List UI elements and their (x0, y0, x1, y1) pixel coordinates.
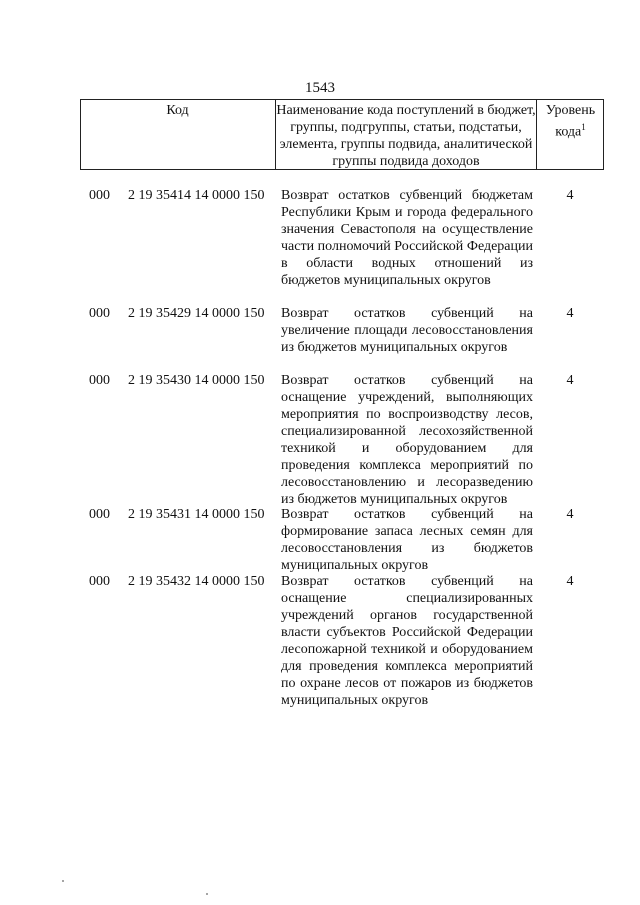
scan-speck (62, 880, 64, 882)
code-level: 4 (566, 574, 574, 589)
admin-code: 000 (89, 507, 110, 522)
scan-speck (206, 893, 208, 895)
admin-code: 000 (89, 574, 110, 589)
revenue-code: 2 19 35414 14 0000 150 (128, 188, 265, 203)
admin-code: 000 (89, 188, 110, 203)
code-level: 4 (566, 188, 574, 203)
revenue-name: Возврат остатков субвенций на оснащение учреждений, выполняющих мероприятия по воспроизводству лесов, специализированной лесохозяйственной техникой и оборудованием для проведения комплекса мероприятий по лесовосстановлению и лесоразведению из бюджетов муниципальных округов (281, 373, 533, 507)
revenue-name: Возврат остатков субвенций бюджетам Республики Крым и города федерального значения Севастополя на осуществление части полномочий Российской Федерации в области водных отношений из бюджетов муниципальных округов (281, 188, 533, 288)
footnote-marker: 1 (581, 122, 586, 132)
header-name: Наименование кода поступлений в бюджет, группы, подгруппы, статьи, подстатьи, элемента, группы подвида, аналитической группы подвида доходов (276, 103, 536, 169)
admin-code: 000 (89, 306, 110, 321)
code-level: 4 (566, 306, 574, 321)
revenue-name: Возврат остатков субвенций на увеличение площади лесовосстановления из бюджетов муниципальных округов (281, 306, 533, 355)
revenue-code: 2 19 35429 14 0000 150 (128, 306, 265, 321)
revenue-name: Возврат остатков субвенций на оснащение специализированных учреждений органов государственной власти субъектов Российской Федерации лесопожарной техникой и оборудованием для проведения комплекса мероприятий по охране лесов от пожаров из бюджетов муниципальных округов (281, 574, 533, 708)
header-kod: Код (166, 103, 189, 118)
revenue-code: 2 19 35432 14 0000 150 (128, 574, 265, 589)
header-top-border (80, 99, 604, 100)
header-level-label: Уровень кода (545, 103, 596, 140)
code-level: 4 (566, 507, 574, 522)
header-level (537, 102, 604, 141)
revenue-code: 2 19 35431 14 0000 150 (128, 507, 265, 522)
revenue-name: Возврат остатков субвенций на формирование запаса лесных семян для лесовосстановления из бюджетов муниципальных округов (281, 507, 533, 573)
page-number: 1543 (305, 80, 335, 96)
revenue-code: 2 19 35430 14 0000 150 (128, 373, 265, 388)
code-level: 4 (566, 373, 574, 388)
admin-code: 000 (89, 373, 110, 388)
